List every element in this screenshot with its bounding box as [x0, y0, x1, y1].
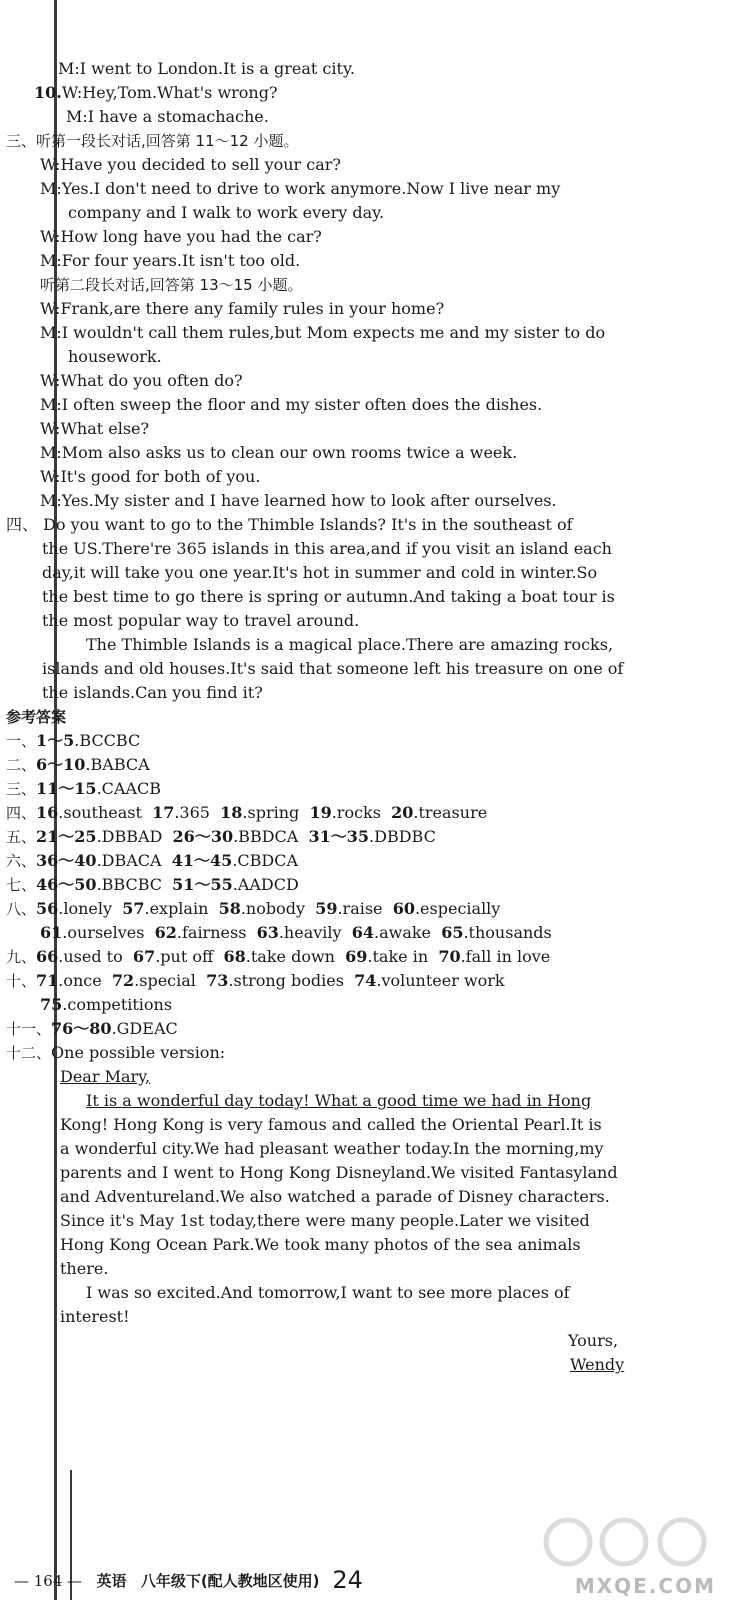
answer-row: 九、66.used to 67.put off 68.take down 69.take in 70.fall in love [6, 947, 551, 966]
watermark-text: MXQE.COM [574, 1574, 716, 1598]
answer-row: 三、11～15.CAACB [6, 779, 161, 798]
passage-line: 四、 Do you want to go to the Thimble Islands? It's in the southeast of [6, 515, 573, 534]
script-line: W:Frank,are there any family rules in your home? [40, 299, 445, 318]
essay-line: there. [60, 1259, 109, 1278]
essay-salutation: Dear Mary, [60, 1067, 151, 1086]
script-line: M:Yes.I don't need to drive to work anymore.Now I live near my [40, 179, 561, 198]
script-line: M:Yes.My sister and I have learned how to look after ourselves. [40, 491, 557, 510]
essay-line: Kong! Hong Kong is very famous and called the Oriental Pearl.It is [60, 1115, 602, 1134]
essay-line: Since it's May 1st today,there were many people.Later we visited [60, 1211, 590, 1230]
answers-heading: 参考答案 [6, 708, 67, 726]
answer-row: 四、16.southeast 17.365 18.spring 19.rocks 20.treasure [6, 803, 488, 822]
essay-signature: Wendy [570, 1355, 625, 1374]
essay-line: I was so excited.And tomorrow,I want to see more places of [86, 1283, 570, 1302]
answer-row: 八、56.lonely 57.explain 58.nobody 59.raise 60.especially [6, 899, 501, 918]
answer-row: 75.competitions [40, 995, 173, 1014]
passage-line: islands and old houses.It's said that someone left his treasure on one of [42, 659, 624, 678]
answer-row: 61.ourselves 62.fairness 63.heavily 64.awake 65.thousands [40, 923, 552, 942]
script-line: M:I have a stomachache. [66, 107, 269, 126]
answer-row: 六、36～40.DBACA 41～45.CBDCA [6, 851, 299, 870]
answer-row: 一、1～5.BCCBC [6, 731, 141, 750]
script-line: M:I wouldn't call them rules,but Mom expects me and my sister to do [40, 323, 606, 342]
script-line: W:What do you often do? [40, 371, 243, 390]
answer-row: 二、6～10.BABCA [6, 755, 150, 774]
script-line: M:I often sweep the floor and my sister often does the dishes. [40, 395, 543, 414]
script-line: W:How long have you had the car? [40, 227, 322, 246]
answer-row: 十二、One possible version: [6, 1043, 226, 1062]
script-line: W:What else? [40, 419, 150, 438]
script-line: M:Mom also asks us to clean our own rooms twice a week. [40, 443, 518, 462]
page-footer [14, 1566, 363, 1594]
section-heading: 三、听第一段长对话,回答第 11～12 小题。 [6, 132, 299, 150]
essay-line: Hong Kong Ocean Park.We took many photos of the sea animals [60, 1235, 581, 1254]
answer-row: 十一、76～80.GDEAC [6, 1019, 178, 1038]
answer-row: 七、46～50.BBCBC 51～55.AADCD [6, 875, 299, 894]
section-heading: 听第二段长对话,回答第 13～15 小题。 [40, 276, 303, 294]
footer-grade: 八年级下(配人教地区使用) [140, 1572, 320, 1590]
script-line: 10.W:Hey,Tom.What's wrong? [34, 83, 278, 102]
passage-line: the best time to go there is spring or autumn.And taking a boat tour is [42, 587, 615, 606]
passage-line: the US.There're 365 islands in this area,and if you visit an island each [42, 539, 612, 558]
footer-subject: 英语 [96, 1572, 127, 1590]
essay-line: parents and I went to Hong Kong Disneyland.We visited Fantasyland [60, 1163, 618, 1182]
script-line: company and I walk to work every day. [68, 203, 385, 222]
passage-line: the most popular way to travel around. [42, 611, 360, 630]
script-line: W:It's good for both of you. [40, 467, 261, 486]
script-line: housework. [68, 347, 162, 366]
answer-row: 十、71.once 72.special 73.strong bodies 74.volunteer work [6, 971, 505, 990]
script-line: W:Have you decided to sell your car? [40, 155, 342, 174]
passage-line: The Thimble Islands is a magical place.There are amazing rocks, [86, 635, 614, 654]
script-line: M:For four years.It isn't too old. [40, 251, 301, 270]
passage-line: the islands.Can you find it? [42, 683, 263, 702]
essay-line: and Adventureland.We also watched a parade of Disney characters. [60, 1187, 610, 1206]
script-line: M:I went to London.It is a great city. [58, 59, 355, 78]
answer-row: 五、21～25.DBBAD 26～30.BBDCA 31～35.DBDBC [6, 827, 436, 846]
essay-closing: Yours, [568, 1331, 619, 1350]
handwritten-number: 24 [332, 1566, 363, 1594]
essay-line: a wonderful city.We had pleasant weather today.In the morning,my [60, 1139, 604, 1158]
page-number: — 164 — [14, 1572, 83, 1590]
essay-line: It is a wonderful day today! What a good time we had in Hong [86, 1091, 592, 1110]
essay-line: interest! [60, 1307, 130, 1326]
passage-line: day,it will take you one year.It's hot in summer and cold in winter.So [42, 563, 598, 582]
